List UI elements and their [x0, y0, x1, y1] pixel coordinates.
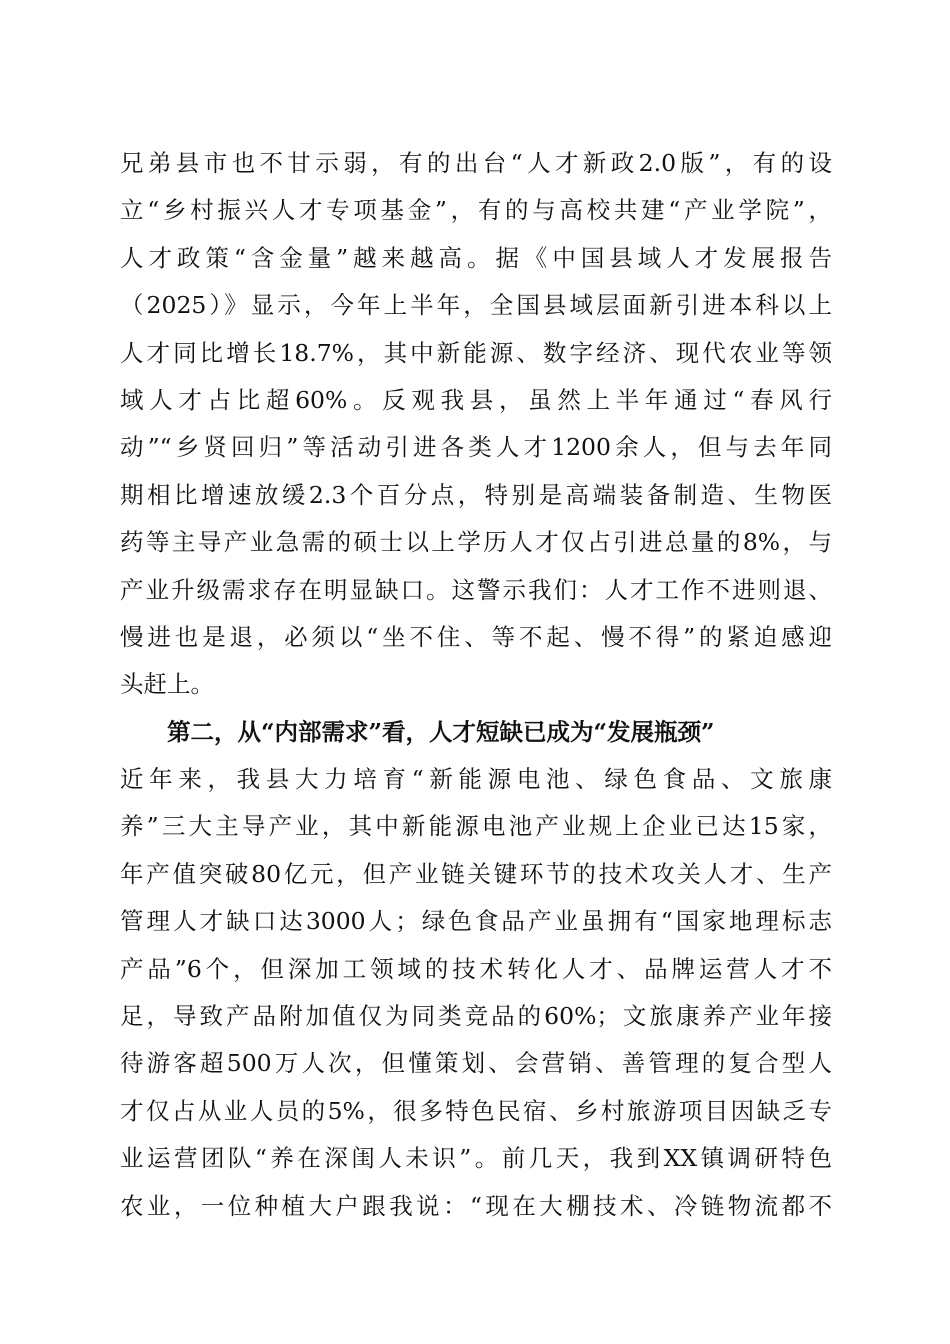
text-line: 药等主导产业急需的硕士以上学历人才仅占引进总量的8%，与 [120, 528, 832, 557]
text-line: 动”“乡贤回归”等活动引进各类人才1200余人，但与去年同 [120, 433, 832, 462]
section-heading: 第二，从“内部需求”看，人才短缺已成为“发展瓶颈” [167, 717, 715, 746]
text-line: 管理人才缺口达3000人；绿色食品产业虽拥有“国家地理标志 [120, 907, 832, 936]
text-line: 人才政策“含金量”越来越高。据《中国县域人才发展报告 [120, 243, 832, 272]
text-line: 近年来，我县大力培育“新能源电池、绿色食品、文旅康 [120, 765, 832, 794]
body-text [120, 140, 832, 1230]
text-line: 期相比增速放缓2.3个百分点，特别是高端装备制造、生物医 [120, 480, 832, 509]
text-line: 待游客超500万人次，但懂策划、会营销、善管理的复合型人 [120, 1049, 832, 1078]
text-line: 业运营团队“养在深闺人未识”。前几天，我到XX镇调研特色 [120, 1144, 832, 1173]
text-line: 人才同比增长18.7%，其中新能源、数字经济、现代农业等领 [120, 338, 832, 367]
text-line: 立“乡村振兴人才专项基金”，有的与高校共建“产业学院”， [120, 196, 832, 225]
text-line: 年产值突破80亿元，但产业链关键环节的技术攻关人才、生产 [120, 859, 832, 888]
text-line: 慢进也是退，必须以“坐不住、等不起、慢不得”的紧迫感迎 [120, 622, 832, 651]
text-line: 兄弟县市也不甘示弱，有的出台“人才新政2.0版”，有的设 [120, 149, 832, 177]
text-line: （2025）》显示，今年上半年，全国县域层面新引进本科以上 [120, 291, 832, 320]
text-line: 域人才占比超60%。反观我县，虽然上半年通过“春风行 [120, 385, 832, 414]
text-line: 产品”6个，但深加工领域的技术转化人才、品牌运营人才不 [120, 954, 832, 983]
text-line: 头赶上。 [120, 670, 214, 699]
text-line: 养”三大主导产业，其中新能源电池产业规上企业已达15家， [120, 812, 832, 841]
text-line: 才仅占从业人员的5%，很多特色民宿、乡村旅游项目因缺乏专 [120, 1096, 832, 1125]
text-line: 足，导致产品附加值仅为同类竞品的60%；文旅康养产业年接 [120, 1002, 832, 1031]
text-line: 农业，一位种植大户跟我说：“现在大棚技术、冷链物流都不 [120, 1191, 832, 1220]
text-line: 产业升级需求存在明显缺口。这警示我们：人才工作不进则退、 [120, 575, 832, 604]
